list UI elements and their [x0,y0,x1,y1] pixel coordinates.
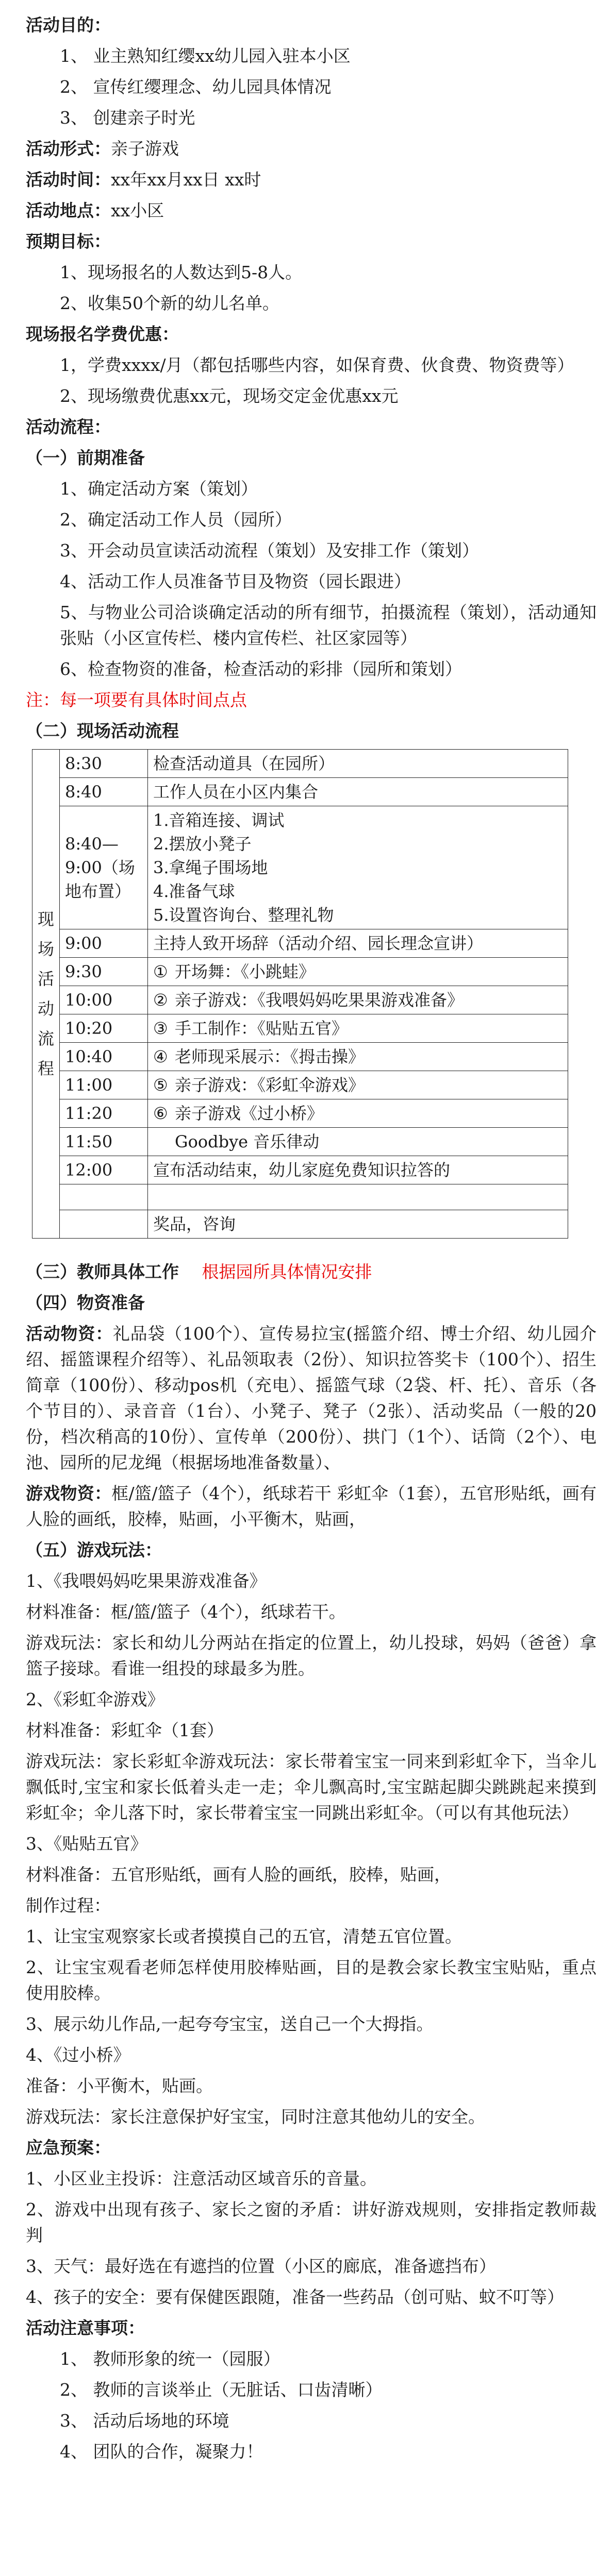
setup-line: 4.准备气球 [153,882,235,901]
goal-item: 2、 宣传红缨理念、幼儿园具体情况 [60,77,332,97]
row-time: 11:20 [60,1099,148,1128]
notes-heading: 活动注意事项： [26,2318,145,2338]
table-row [32,1128,568,1156]
pre-item: 6、检查物资的准备，检查活动的彩排（园所和策划） [60,659,462,679]
staff-note: 根据园所具体情况安排 [202,1262,372,1282]
row-content [148,1128,568,1156]
item-text: 亲子游戏：《彩虹伞游戏》 [175,1075,365,1095]
game-material: 准备：小平衡木，贴画。 [26,2076,213,2096]
item-number: ① [153,962,168,981]
game-play: 游戏玩法：家长彩虹伞游戏玩法：家长带着宝宝一同来到彩虹伞下，当伞儿飘低时,宝宝和家长低着头走一走；伞儿飘高时,宝宝踮起脚尖跳跳起来摸到彩虹伞；伞儿落下时，家长带着宝宝一同跳出彩虹伞。（可以有其他玩法） [26,1751,597,1823]
table-row [32,1014,568,1043]
table-row [32,1071,568,1099]
row-content: 宣布活动结束，幼儿家庭免费知识拉答的 [148,1156,568,1184]
table-row [32,1156,568,1184]
form-line [26,136,597,162]
offer-heading: 现场报名学费优惠： [26,324,179,344]
item-text: 亲子游戏《过小桥》 [175,1104,324,1123]
item-text: 手工制作：《贴贴五官》 [175,1019,349,1038]
game-material: 材料准备：框/篮/篮子（4个），纸球若干。 [26,1602,346,1622]
table-row [32,806,568,929]
staff-title: （三）教师具体工作 [26,1262,179,1282]
row-content: 工作人员在小区内集合 [148,778,568,806]
game-materials [26,1481,597,1532]
table-row [32,986,568,1014]
game-material: 材料准备：彩虹伞（1套） [26,1720,224,1740]
offer-line: 1，学费xxxx/月（都包括哪些内容，如保育费、伙食费、物资费等） [60,355,574,375]
item-text: 开场舞：《小跳蛙》 [175,962,316,981]
side-label-text: 现 场 活 动 流 程 [37,909,54,1078]
game-step: 3、展示幼儿作品,一起夸夸宝宝，送自己一个大拇指。 [26,2014,434,2034]
row-content [148,1014,568,1043]
table-row [32,1043,568,1071]
flow-heading: 活动流程： [26,417,111,437]
item-text: Goodbye 音乐律动 [175,1132,320,1151]
activity-materials-label: 活动物资： [26,1324,113,1344]
schedule-table [32,749,568,1239]
activity-materials [26,1321,597,1476]
pre-item: 2、确定活动工作人员（园所） [60,510,292,530]
target-heading: 预期目标： [26,231,111,251]
row-content [148,986,568,1014]
row-content [148,1099,568,1128]
row-time [60,1184,148,1210]
row-time: 9:30 [60,958,148,986]
item-number: ⑤ [153,1075,168,1095]
row-time: 11:50 [60,1128,148,1156]
game-name: 1、《我喂妈妈吃果果游戏准备》 [26,1571,267,1591]
game-name: 2、《彩虹伞游戏》 [26,1689,164,1709]
row-time: 10:20 [60,1014,148,1043]
game-name: 3、《贴贴五官》 [26,1834,147,1854]
notes-item: 2、 教师的言谈举止（无脏话、口齿清晰） [60,2380,383,2400]
table-row [32,778,568,806]
emergency-item: 2、游戏中出现有孩子、家长之窗的矛盾：讲好游戏规则，安排指定教师裁判 [26,2199,597,2245]
row-time: 11:00 [60,1071,148,1099]
goal-heading: 活动目的： [26,15,111,35]
pre-note: 注：每一项要有具体时间点点 [26,690,247,710]
game-play: 游戏玩法：家长注意保护好宝宝，同时注意其他幼儿的安全。 [26,2107,485,2127]
place-value: xx小区 [111,200,164,221]
goal-item: 1、 业主熟知红缨xx幼儿园入驻本小区 [60,46,351,66]
form-value: 亲子游戏 [111,139,179,159]
game-materials-label: 游戏物资： [26,1483,112,1503]
setup-line: 1.音箱连接、调试 [153,810,285,830]
row-content [148,958,568,986]
item-text: 老师现采展示：《拇击操》 [175,1047,365,1066]
schedule-side-label [32,750,60,1239]
row-time: 8:30 [60,750,148,778]
onsite-section-title: （二）现场活动流程 [26,721,179,741]
row-time: 8:40 [60,778,148,806]
goal-item: 3、 创建亲子时光 [60,108,195,128]
table-row [32,750,568,778]
row-content: 奖品，咨询 [148,1210,568,1239]
target-item: 2、收集50个新的幼儿名单。 [60,293,279,313]
pre-section-title: （一）前期准备 [26,448,145,468]
item-text: 亲子游戏：《我喂妈妈吃果果游戏准备》 [175,990,464,1010]
item-number: ④ [153,1047,168,1066]
pre-item: 4、活动工作人员准备节目及物资（园长跟进） [60,571,411,591]
notes-item: 1、 教师形象的统一（园服） [60,2349,280,2369]
setup-line: 3.拿绳子围场地 [153,858,268,877]
table-row [32,929,568,958]
notes-item: 3、 活动后场地的环境 [60,2411,229,2431]
emergency-item: 1、小区业主投诉：注意活动区域音乐的音量。 [26,2168,377,2189]
item-number: ③ [153,1019,168,1038]
row-content: 检查活动道具（在园所） [148,750,568,778]
offer-line: 2、现场缴费优惠xx元，现场交定金优惠xx元 [60,386,399,406]
setup-line: 2.摆放小凳子 [153,834,252,854]
game-material: 材料准备：五官形贴纸，画有人脸的画纸，胶棒，贴画， [26,1865,451,1885]
row-time: 12:00 [60,1156,148,1184]
emergency-heading: 应急预案： [26,2138,111,2158]
item-number: ② [153,990,168,1010]
time-value: xx年xx月xx日 xx时 [111,170,261,190]
game-materials-text: 框/篮/篮子（4个），纸球若干 彩虹伞（1套），五官形贴纸，画有人脸的画纸，胶棒，贴画，小平衡木，贴画， [26,1483,597,1529]
schedule-table-wrap [26,749,597,1239]
form-label: 活动形式： [26,139,111,159]
row-time: 8:40—9:00（场地布置） [60,806,148,929]
row-time: 9:00 [60,929,148,958]
table-row [32,1099,568,1128]
pre-item: 1、确定活动方案（策划） [60,479,258,499]
emergency-item: 3、天气：最好选在有遮挡的位置（小区的廊底，准备遮挡布） [26,2256,496,2276]
notes-item: 4、 团队的合作，凝聚力！ [60,2442,263,2462]
item-number: ⑥ [153,1104,168,1123]
setup-line: 5.设置咨询台、整理礼物 [153,905,334,925]
game-step: 1、让宝宝观察家长或者摸摸自己的五官，清楚五官位置。 [26,1926,462,1946]
games-title: （五）游戏玩法： [26,1540,162,1560]
row-content [148,1071,568,1099]
game-play: 游戏玩法：家长和幼儿分两站在指定的位置上，幼儿投球，妈妈（爸爸）拿篮子接球。看谁一组投的球最多为胜。 [26,1633,597,1679]
table-row [32,1184,568,1210]
row-time: 10:00 [60,986,148,1014]
time-label: 活动时间： [26,170,111,190]
row-time: 10:40 [60,1043,148,1071]
place-label: 活动地点： [26,200,111,221]
row-content [148,1043,568,1071]
table-row [32,1210,568,1239]
row-time [60,1210,148,1239]
pre-item: 5、与物业公司洽谈确定活动的所有细节，拍摄流程（策划），活动通知张贴（小区宣传栏、楼内宣传栏、社区家园等） [60,602,597,648]
target-item: 1、现场报名的人数达到5-8人。 [60,262,303,282]
staff-line [26,1259,597,1285]
row-content: 主持人致开场辞（活动介绍、园长理念宣讲） [148,929,568,958]
game-steps-heading: 制作过程： [26,1895,111,1916]
pre-item: 3、开会动员宣读活动流程（策划）及安排工作（策划） [60,540,479,561]
row-content [148,1184,568,1210]
materials-title: （四）物资准备 [26,1293,145,1313]
table-row [32,958,568,986]
row-content-setup [148,806,568,929]
place-line [26,198,597,224]
game-name: 4、《过小桥》 [26,2045,130,2065]
game-step: 2、让宝宝观看老师怎样使用胶棒贴画，目的是教会家长教宝宝贴贴，重点使用胶棒。 [26,1957,597,2003]
time-line [26,167,597,193]
activity-materials-text: 礼品袋（100个）、宣传易拉宝(摇篮介绍、博士介绍、幼儿园介绍、摇篮课程介绍等）、礼品领取表（2份）、知识拉答奖卡（100个）、招生简章（100份）、移动pos机（充电）、摇篮气球（2袋、杆、托）、音乐（各个节目的）、录音音（1台）、小凳子、凳子（2张）、活动奖品（一般的20份，档次稍高的10份）、宣传单（200份）、拱门（1个）、话筒（2个）、电池、园所的尼龙绳（根据场地准备数量）、 [26,1324,597,1472]
emergency-item: 4、孩子的安全：要有保健医跟随，准备一些药品（创可贴、蚊不叮等） [26,2287,564,2307]
